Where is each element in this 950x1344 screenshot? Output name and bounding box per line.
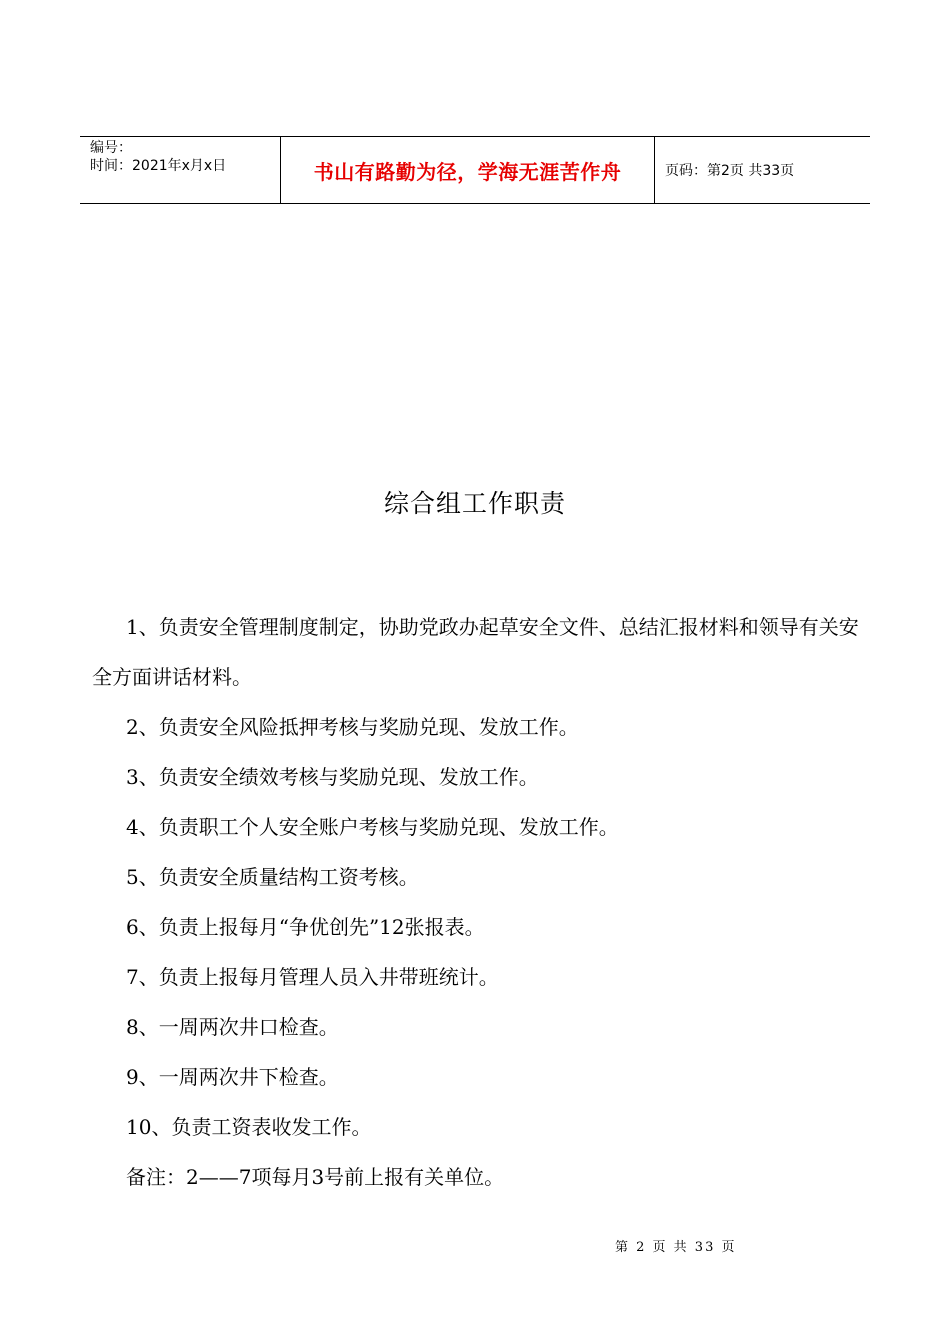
duty-item-3: 3、负责安全绩效考核与奖励兑现、发放工作。 xyxy=(126,765,539,789)
duty-item-6: 6、负责上报每月“争优创先”12张报表。 xyxy=(126,915,485,939)
duty-item-8: 8、一周两次井口检查。 xyxy=(126,1015,339,1039)
duty-item-9: 9、一周两次井下检查。 xyxy=(126,1065,339,1089)
duty-item-7: 7、负责上报每月管理人员入井带班统计。 xyxy=(126,965,499,989)
duty-item-5: 5、负责安全质量结构工资考核。 xyxy=(126,865,419,889)
header-page-info: 页码：第2页 共33页 xyxy=(665,163,795,179)
duty-item-10: 10、负责工资表收发工作。 xyxy=(126,1115,372,1139)
duty-item-1: 1、负责安全管理制度制定，协助党政办起草安全文件、总结汇报材料和领导有关安全方面讲话材料。 xyxy=(92,615,859,689)
document-title: 综合组工作职责 xyxy=(383,489,566,518)
header-page-cell xyxy=(655,137,870,203)
document-time-label: 时间：2021年x月x日 xyxy=(90,158,227,174)
page-header xyxy=(80,136,870,204)
header-meta-cell xyxy=(80,137,281,203)
duty-item-2: 2、负责安全风险抵押考核与奖励兑现、发放工作。 xyxy=(126,715,579,739)
remark-note: 备注：2——7项每月3号前上报有关单位。 xyxy=(126,1165,505,1189)
header-motto-cell xyxy=(281,137,655,203)
document-body xyxy=(92,602,864,1202)
header-motto: 书山有路勤为径，学海无涯苦作舟 xyxy=(313,159,622,184)
duty-item-4: 4、负责职工个人安全账户考核与奖励兑现、发放工作。 xyxy=(126,815,619,839)
page-footer: 第 2 页 共 33 页 xyxy=(615,1240,737,1255)
document-number-label: 编号： xyxy=(90,140,132,156)
